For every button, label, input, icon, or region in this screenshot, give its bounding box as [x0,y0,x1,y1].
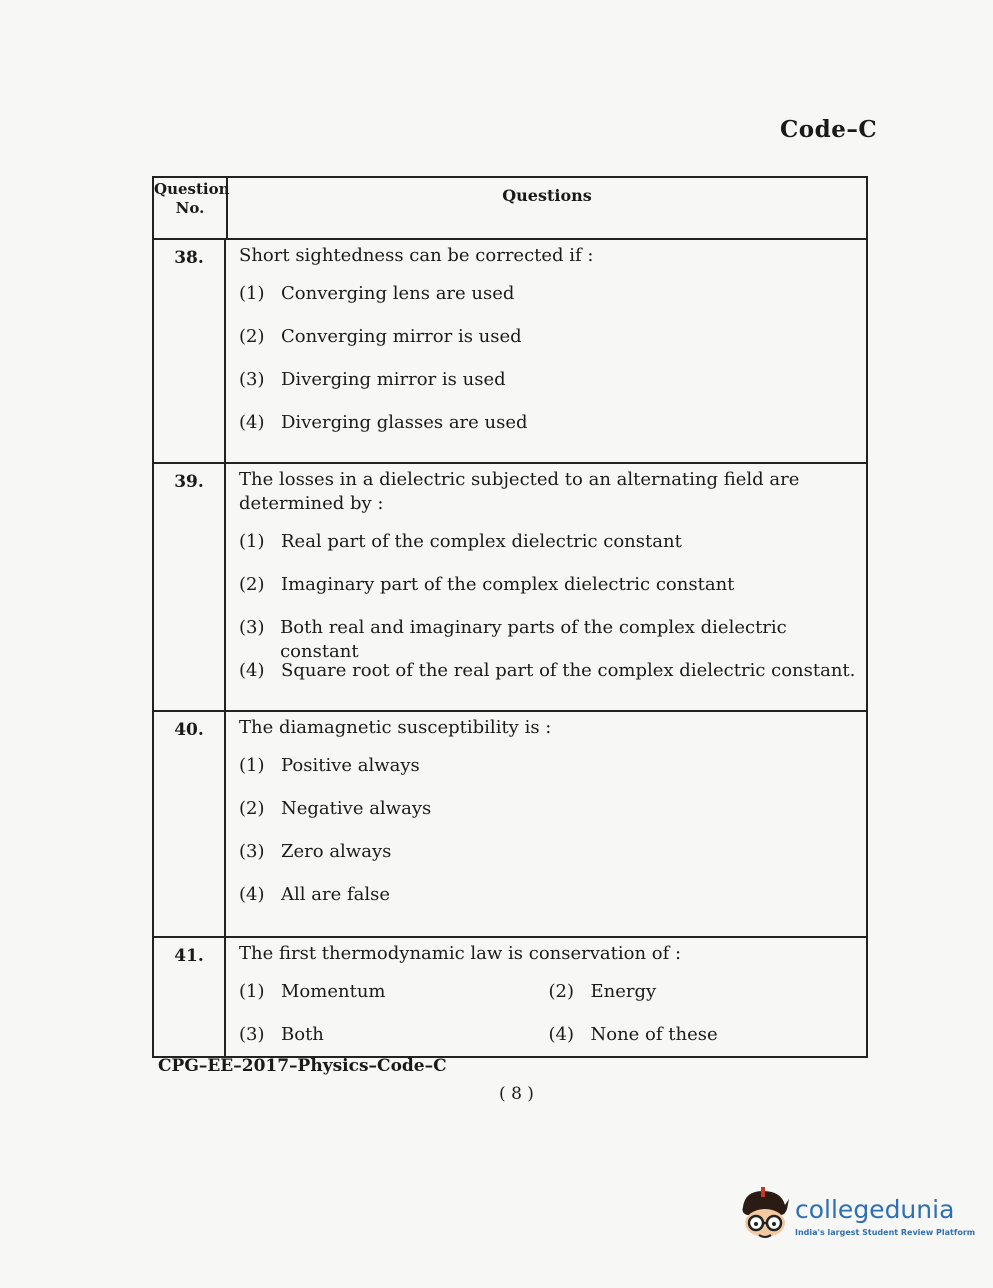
questions-header: Questions [502,186,592,205]
question-row [154,240,866,464]
option: (3) Both [239,1024,324,1045]
question-number: 39. [154,464,226,710]
questions-table [152,176,868,1058]
brand-tagline: India's largest Student Review Platform [795,1227,976,1237]
question-body [226,712,866,936]
page-number: ( 8 ) [499,1084,534,1104]
collegedunia-logo [737,1185,975,1247]
option: (4) Diverging glasses are used [239,412,528,433]
question-body [226,464,866,710]
question-body [226,240,866,462]
question-number: 40. [154,712,226,936]
question-text: The losses in a dielectric subjected to an alternating field are determined by : [239,469,800,514]
option: (3) Zero always [239,841,392,862]
footer-paper-code: CPG–EE–2017–Physics–Code–C [158,1056,447,1076]
option: (2) Negative always [239,798,432,819]
question-body [226,938,866,1056]
option: (3) Both real and imaginary parts of the complex dielectric constant [239,617,787,662]
question-row [154,938,866,1056]
student-mascot-icon [737,1185,795,1247]
option: (1) Converging lens are used [239,283,515,304]
paper-code-label: Code–C [780,116,878,143]
question-text: The diamagnetic susceptibility is : [239,717,552,738]
option: (2) Imaginary part of the complex dielectric constant [239,574,735,595]
option: (1) Real part of the complex dielectric constant [239,531,682,552]
option: (2) Energy [548,981,657,1002]
brand-name: collegedunia [795,1194,955,1224]
question-number: 38. [154,240,226,462]
table-header [154,178,866,240]
option: (2) Converging mirror is used [239,326,522,347]
options-grid [239,974,858,1060]
question-text: The first thermodynamic law is conservation of : [239,943,682,964]
option: (3) Diverging mirror is used [239,369,506,390]
question-number: 41. [154,938,226,1056]
option: (1) Positive always [239,755,420,776]
option: (4) None of these [548,1024,718,1045]
option: (4) Square root of the real part of the complex dielectric constant. [239,660,856,681]
question-row [154,464,866,712]
option: (4) All are false [239,884,390,905]
question-no-header: Question No. [154,178,228,238]
question-row [154,712,866,938]
question-text: Short sightedness can be corrected if : [239,245,594,266]
option: (1) Momentum [239,981,386,1002]
